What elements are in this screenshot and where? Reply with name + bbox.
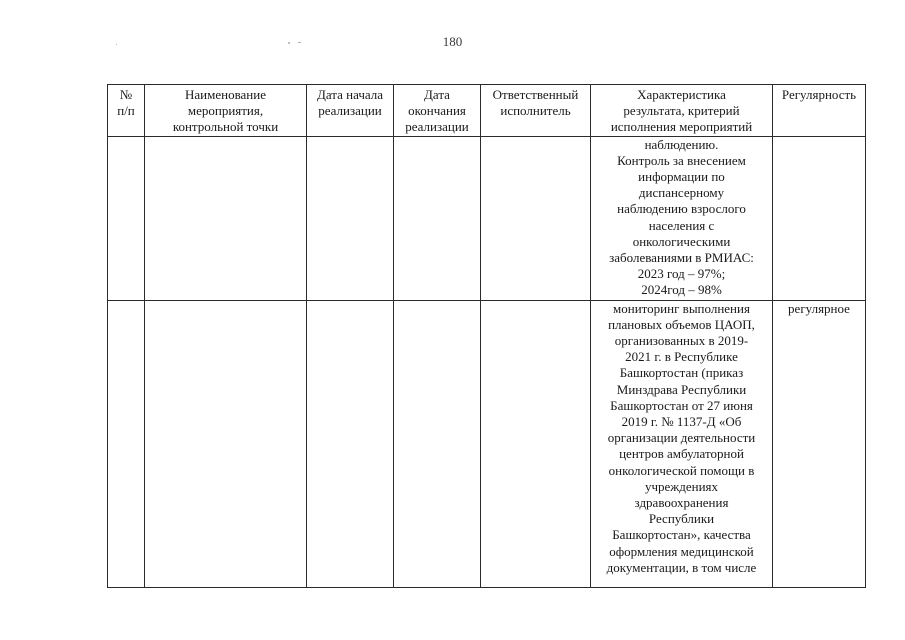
table-row (108, 136, 866, 300)
header-characteristic: Характеристика результата, критерий исполнения мероприятий (591, 85, 773, 137)
cell-responsible (481, 300, 591, 587)
scan-speck (116, 44, 117, 45)
header-start-date: Дата начала реализации (307, 85, 394, 137)
scan-speck (288, 42, 290, 44)
scan-speck (298, 42, 301, 43)
header-responsible: Ответственный исполнитель (481, 85, 591, 137)
document-table (107, 84, 866, 588)
header-end-date: Дата окончания реализации (394, 85, 481, 137)
cell-name (145, 136, 307, 300)
header-number: № п/п (108, 85, 145, 137)
header-regularity: Регулярность (773, 85, 866, 137)
cell-regularity (773, 136, 866, 300)
table-header-row (108, 85, 866, 137)
cell-characteristic: мониторинг выполнения плановых объемов ЦАОП, организованных в 2019- 2021 г. в Республике Башкортостан (приказ Минздрава Республики Башкортостан от 27 июня 2019 г. № 1137-Д «Об организации деятельности центров амбулаторной онкологической помощи в учреждениях здравоохранения Республики Башкортостан», качества оформления медицинской документации, в том числе (591, 300, 773, 587)
cell-start-date (307, 136, 394, 300)
cell-end-date (394, 300, 481, 587)
cell-number (108, 136, 145, 300)
cell-characteristic: наблюдению. Контроль за внесением информации по диспансерному наблюдению взрослого населения с онкологическими заболеваниями в РМИАС: 2023 год – 97%; 2024год – 98% (591, 136, 773, 300)
cell-end-date (394, 136, 481, 300)
cell-start-date (307, 300, 394, 587)
header-name: Наименование мероприятия, контрольной точки (145, 85, 307, 137)
page-number: 180 (442, 34, 463, 49)
cell-regularity: регулярное (773, 300, 866, 587)
cell-name (145, 300, 307, 587)
cell-responsible (481, 136, 591, 300)
cell-number (108, 300, 145, 587)
table-row (108, 300, 866, 587)
